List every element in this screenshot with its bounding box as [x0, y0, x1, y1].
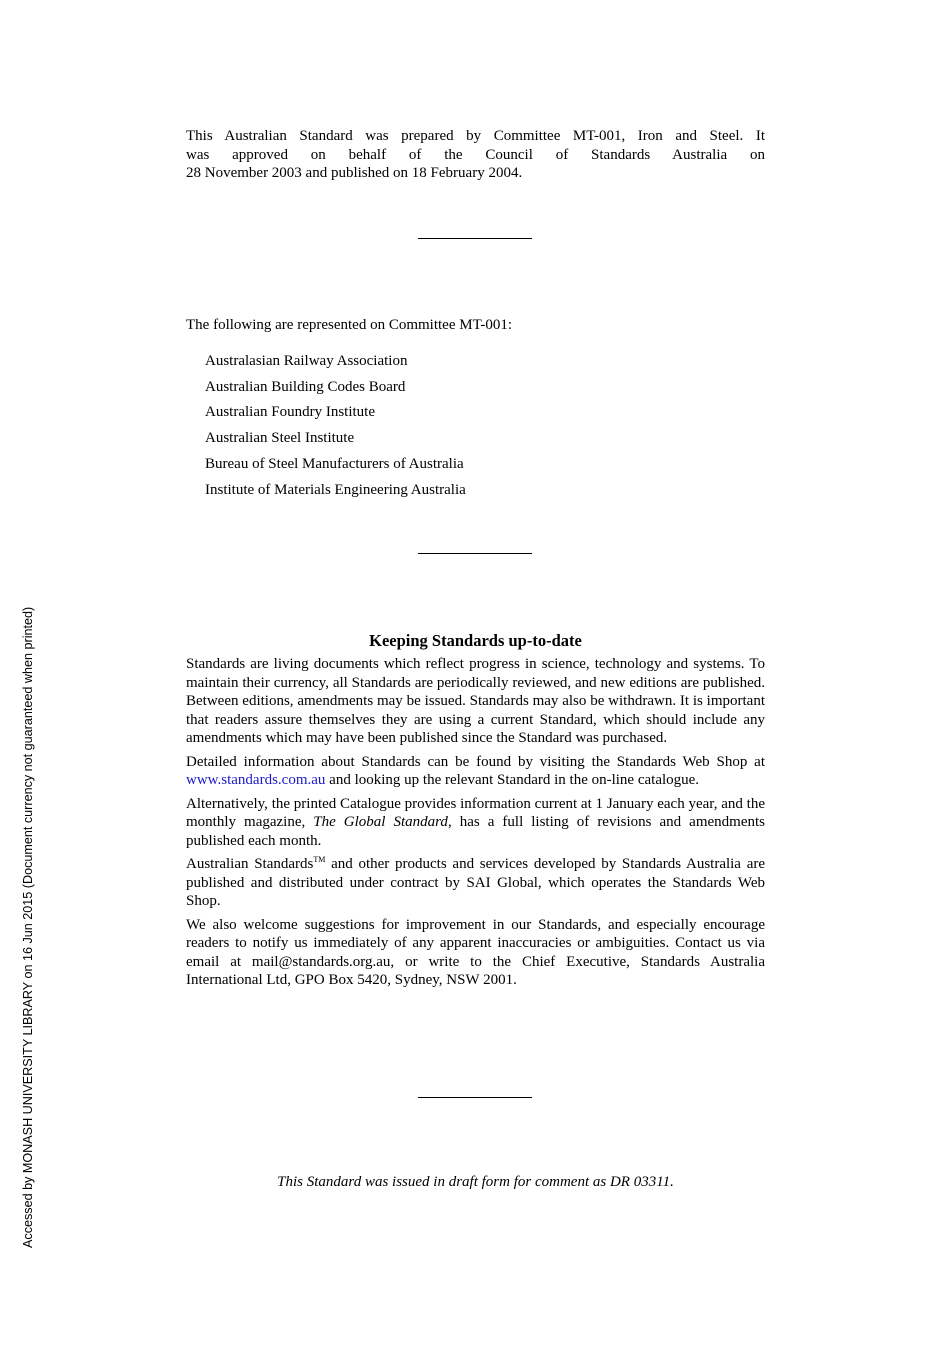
intro-line-2: was approved on behalf of the Council of Standards Australia on: [186, 146, 765, 163]
section-title: Keeping Standards up-to-date: [369, 631, 582, 650]
draft-note: This Standard was issued in draft form for comment as DR 03311.: [277, 1174, 674, 1190]
divider-2: [418, 553, 532, 554]
committee-member: Australian Steel Institute: [205, 430, 355, 447]
magazine-title: The Global Standard: [313, 814, 448, 830]
text: and other products and services developed by Standards Australia are published and distributed under contract by SAI Global, which operates the Standards Web Shop.: [186, 856, 766, 909]
intro-line-3: 28 November 2003 and published on 18 February 2004.: [186, 165, 523, 181]
access-watermark: Accessed by MONASH UNIVERSITY LIBRARY on 16 Jun 2015 (Document currency not guaranteed when printed): [21, 606, 35, 1248]
keeping-paragraph-2: [186, 753, 765, 790]
committee-member: Institute of Materials Engineering Australia: [205, 481, 466, 498]
committee-member: Australian Building Codes Board: [205, 378, 406, 395]
divider-1: [418, 238, 532, 239]
text: Alternatively, the printed Catalogue provides information current at 1 January each year, and the monthly magazine,: [186, 795, 765, 830]
text: Detailed information about Standards can be found by visiting the Standards Web Shop at: [186, 753, 765, 770]
keeping-paragraph-1: Standards are living documents which reflect progress in science, technology and systems. To maintain their currency, all Standards are periodically reviewed, and new editions are published. Between editions, amendments may be issued. Standards may also be withdrawn. It is important that readers assure themselves they are using a current Standard, which should include any amendments which may have been published since the Standard was purchased.: [186, 656, 765, 746]
keeping-section: [186, 655, 765, 995]
committee-member-list: [205, 349, 466, 503]
committee-member: Australasian Railway Association: [205, 353, 408, 369]
keeping-paragraph-4: [186, 855, 765, 911]
text: and looking up the relevant Standard in the on-line catalogue.: [325, 772, 700, 788]
committee-member: Australian Foundry Institute: [205, 404, 375, 421]
divider-3: [418, 1097, 532, 1098]
intro-paragraph: [186, 127, 765, 183]
committee-heading: The following are represented on Committee MT-001:: [186, 317, 513, 333]
intro-line-1: This Australian Standard was prepared by Committee MT-001, Iron and Steel. It: [186, 128, 765, 144]
committee-member: Bureau of Steel Manufacturers of Australia: [205, 455, 464, 472]
text: Australian Standards: [186, 856, 314, 872]
keeping-paragraph-3: [186, 795, 765, 851]
text: , has a full listing of revisions and amendments published each month.: [186, 814, 765, 849]
standards-web-link[interactable]: www.standards.com.au: [186, 772, 326, 788]
trademark-mark: TM: [313, 855, 326, 864]
keeping-paragraph-5: We also welcome suggestions for improvement in our Standards, and especially encourage readers to notify us immediately of any apparent inaccuracies or ambiguities. Contact us via email at mail@standards.org.au, or write to the Chief Executive, Standards Australia International Ltd, GPO Box 5420, Sydney, NSW 2001.: [186, 916, 765, 988]
